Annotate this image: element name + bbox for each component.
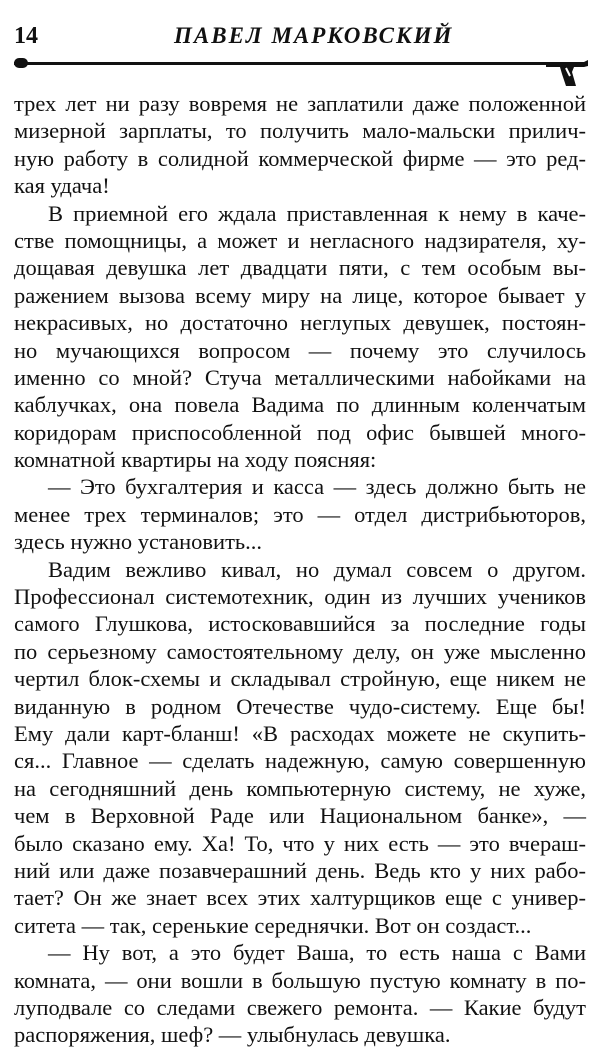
text-line: трех лет ни разу вовремя не заплатили даже положенной: [14, 91, 586, 116]
text-line: комната, — они вошли в большую пустую комнату в по-: [14, 967, 586, 993]
text-line: ситета — так, серенькие середнячки. Вот он создаст...: [14, 912, 532, 938]
text-line: комнатной квартиры на ходу поясняя:: [14, 447, 377, 473]
text-line: Вадим вежливо кивал, но думал совсем о другом.: [48, 556, 586, 582]
text-line: чертил блок-схемы и складывал стройную, еще никем не: [14, 666, 586, 692]
pistol-icon: [544, 48, 590, 88]
running-head: [14, 14, 586, 74]
text-line: тает? Он же знает всех этих халтурщиков еще с универ-: [14, 885, 586, 911]
text-line: — Это бухгалтерия и касса — здесь должно быть не: [48, 474, 586, 500]
text-line: здесь нужно установить...: [14, 529, 263, 555]
header-rule: [14, 62, 559, 65]
text-line: по серьезному самостоятельному делу, он уже мысленно: [14, 638, 586, 664]
text-line: кая удача!: [14, 173, 110, 199]
text-line: ную работу в солидной коммерческой фирме — это ред-: [14, 145, 586, 171]
text-line: но мучающихся вопросом — почему это случилось: [14, 337, 586, 363]
book-author: ПАВЕЛ МАРКОВСКИЙ: [174, 23, 454, 48]
text-line: самого Глушкова, истосковавшийся за последние годы: [14, 611, 586, 637]
text-line: дощавая девушка лет двадцати пяти, с тем особым вы-: [14, 255, 586, 281]
text-line: коридорам приспособленной под офис бывшей много-: [14, 419, 586, 445]
text-line: ся... Главное — сделать надежную, самую совершенную: [14, 748, 586, 774]
text-line: — Ну вот, а это будет Ваша, то есть наша с Вами: [48, 940, 586, 966]
text-line: ний или даже позавчерашний день. Ведь кто у них рабо-: [14, 857, 586, 883]
text-line: ражением вызова всему миру на лице, которое бывает у: [14, 282, 586, 308]
text-line: луподвале со следами свежего ремонта. — Какие будут: [14, 994, 586, 1020]
text-line: Профессионал системотехник, один из лучших учеников: [14, 584, 586, 610]
body-text: [14, 90, 586, 1049]
text-line: менее трех терминалов; это — отдел дистрибьюторов,: [14, 501, 586, 527]
text-line: некрасивых, но достаточно неглупых девушек, постоян-: [14, 310, 586, 336]
text-line: на сегодняшний день компьютерную систему, не хуже,: [14, 775, 586, 801]
text-line: было сказано ему. Ха! То, что у них есть — это вчераш-: [14, 830, 586, 856]
text-line: Ему дали карт-бланш! «В расходах можете не скупить-: [14, 720, 586, 746]
text-line: чем в Верховной Раде или Национальном банке», —: [14, 803, 586, 829]
text-line: виданную в родном Отечестве чудо-систему. Еще бы!: [14, 693, 586, 719]
text-line: мизерной зарплаты, то получить мало-мальски прилич-: [14, 118, 586, 144]
text-line: каблучках, она повела Вадима по длинным коленчатым: [14, 392, 586, 418]
text-line: распоряжения, шеф? — улыбнулась девушка.: [14, 1022, 451, 1048]
text-line: стве помощницы, а может и негласного надзирателя, ху-: [14, 227, 586, 253]
text-line: именно со мной? Стуча металлическими набойками на: [14, 364, 586, 390]
page-number: 14: [14, 23, 38, 49]
text-line: В приемной его ждала приставленная к нему в каче-: [48, 200, 586, 226]
